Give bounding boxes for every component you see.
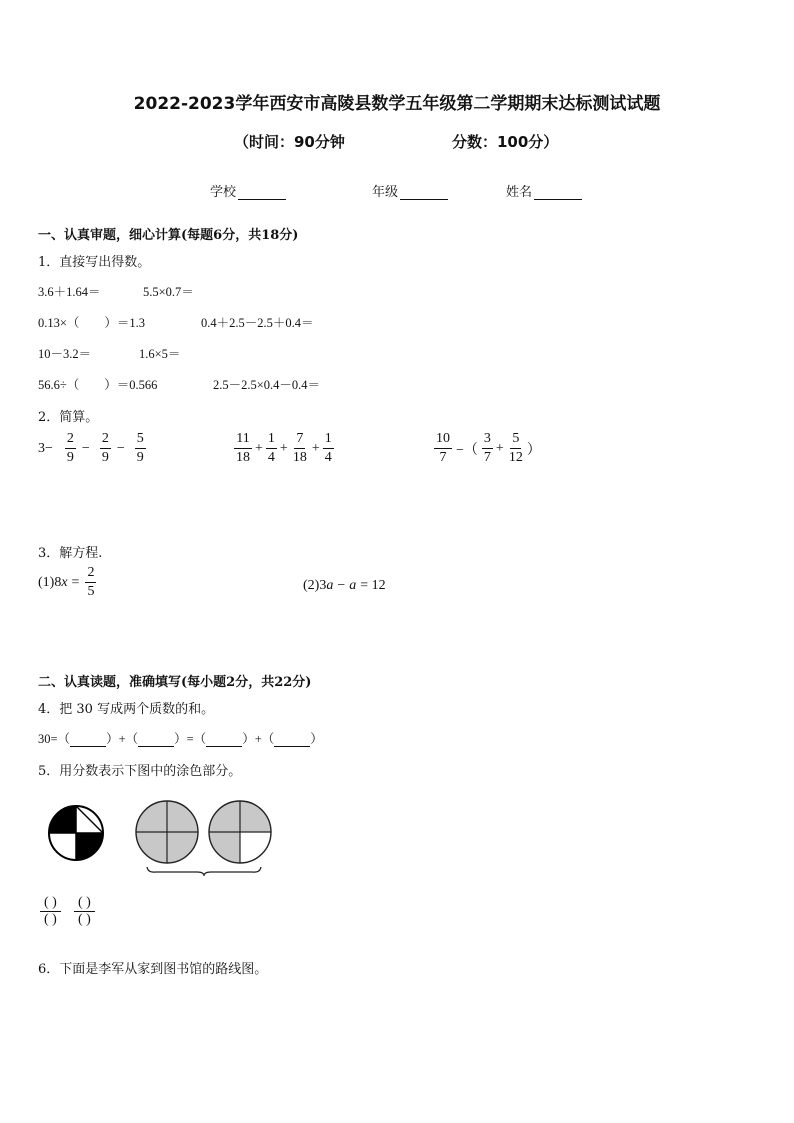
name-label: 姓名	[506, 185, 533, 200]
exam-time: （时间：90分钟	[234, 133, 345, 151]
q1-expr: 3.6＋1.64＝	[38, 285, 101, 299]
question-5-label: 5．用分数表示下图中的涂色部分。	[38, 764, 242, 779]
exam-score: 分数：100分）	[452, 133, 559, 151]
question-4-label: 4．把 30 写成两个质数的和。	[38, 702, 215, 717]
grouping-brace	[147, 867, 261, 876]
section-2-heading: 二、认真读题，准确填写(每小题2分，共22分)	[38, 675, 312, 690]
q2-expression-2: $\frac{11}{18}$ + $\frac{1}{4}$ + $\frac{7}{18}$ + $\frac{1}{4}$	[236, 431, 332, 465]
q1-expr: 5.5×0.7＝	[143, 285, 194, 299]
grade-blank[interactable]	[400, 186, 448, 200]
fraction: $\frac{5}{9}$	[136, 431, 144, 465]
q5-answer-fraction-1[interactable]: $\frac{( )}{( )}$	[38, 896, 63, 927]
q1-expr: 56.6÷（ ）＝0.566	[38, 378, 158, 392]
question-1-label: 1．直接写出得数。	[38, 255, 151, 270]
grade-label: 年级	[372, 185, 399, 200]
q5-figures	[44, 800, 284, 880]
answer-blank[interactable]	[70, 734, 106, 747]
answer-blank[interactable]	[206, 734, 242, 747]
q2-expression-1: 3− $\frac{2}{9}$ − $\frac{2}{9}$ − $\frac{5}{9}$	[38, 431, 144, 465]
school-field	[210, 181, 286, 200]
fraction: $\frac{11}{18}$	[236, 431, 250, 465]
question-3-label: 3．解方程.	[38, 546, 103, 561]
answer-blank[interactable]	[138, 734, 174, 747]
fraction: $\frac{1}{4}$	[324, 431, 332, 465]
page-title: 2022-2023学年西安市高陵县数学五年级第二学期期末达标测试试题	[133, 94, 661, 114]
name-blank[interactable]	[534, 186, 582, 200]
school-label: 学校	[210, 185, 237, 200]
fraction: $\frac{2}{5}$	[87, 565, 95, 599]
fraction: $\frac{3}{7}$	[483, 431, 491, 465]
answer-blank[interactable]	[274, 734, 310, 747]
circle-figure-3	[209, 801, 271, 863]
fraction: $\frac{5}{12}$	[508, 431, 523, 465]
q3-equation-1: (1)8 x = $\frac{2}{5}$	[38, 565, 95, 599]
name-field	[506, 181, 582, 200]
question-2-label: 2．简算。	[38, 410, 99, 425]
q2-e1-term: 3−	[38, 440, 53, 456]
school-blank[interactable]	[238, 186, 286, 200]
q1-expr: 0.4＋2.5－2.5＋0.4＝	[201, 316, 314, 330]
fraction: $\frac{2}{9}$	[66, 431, 74, 465]
q1-expr: 2.5－2.5×0.4－0.4＝	[213, 378, 321, 392]
circle-figure-1	[49, 806, 103, 860]
section-1-heading: 一、认真审题，细心计算(每题6分，共18分)	[38, 228, 299, 243]
question-6-label: 6．下面是李军从家到图书馆的路线图。	[38, 962, 268, 977]
fraction: $\frac{1}{4}$	[267, 431, 275, 465]
fraction: $\frac{10}{7}$	[436, 431, 450, 465]
fraction: $\frac{2}{9}$	[101, 431, 109, 465]
q2-expression-3: $\frac{10}{7}$ −（ $\frac{3}{7}$ + $\frac{5}{12}$ ）	[436, 431, 541, 465]
q4-answer-row: 30=（ ）+（ ）=（ ）+（ ）	[38, 732, 323, 746]
q1-expr: 1.6×5＝	[139, 347, 181, 361]
q1-expr: 10－3.2＝	[38, 347, 92, 361]
fraction: $\frac{7}{18}$	[292, 431, 307, 465]
grade-field	[372, 181, 448, 200]
circle-figure-2	[136, 801, 198, 863]
q1-expr: 0.13×（ ）＝1.3	[38, 316, 146, 330]
q3-equation-2: (2)3 a − a = 12	[303, 578, 386, 593]
q5-answer-fraction-2[interactable]: $\frac{( )}{( )}$	[72, 896, 97, 927]
